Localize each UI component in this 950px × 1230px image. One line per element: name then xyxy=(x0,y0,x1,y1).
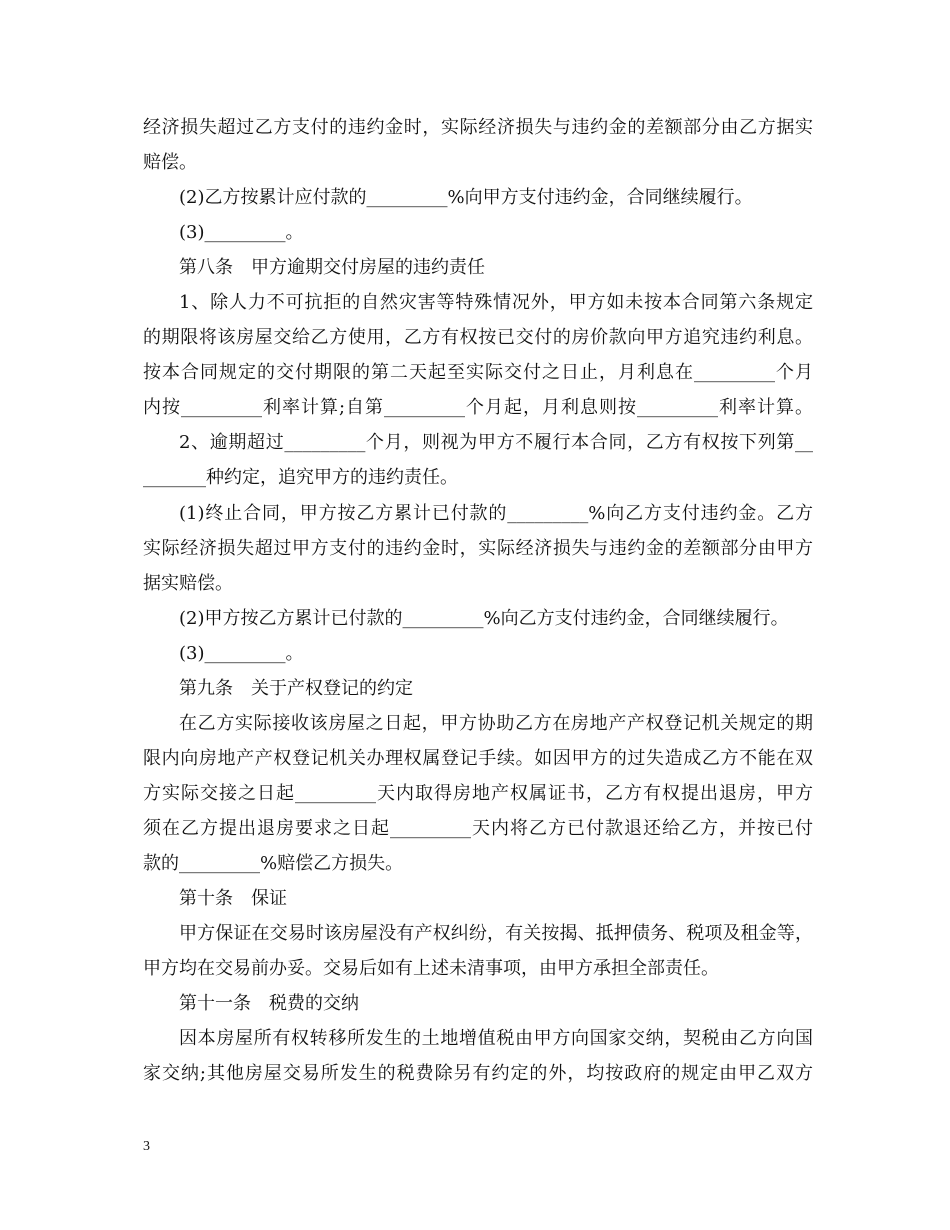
text-line: 方实际交接之日起_________天内取得房地产权属证书，乙方有权提出退房，甲方 xyxy=(143,782,813,804)
text-line: 内按_________利率计算;自第_________个月起，月利息则按_________利率计算。 xyxy=(143,397,813,419)
clause-item-line: (3)_________。 xyxy=(179,642,304,664)
text-line: 须在乙方提出退房要求之日起_________天内将乙方已付款退还给乙方，并按已付 xyxy=(143,817,813,839)
text-line: 赔偿。 xyxy=(143,152,197,174)
clause-item-line: (2)甲方按乙方累计已付款的_________%向乙方支付违约金，合同继续履行。 xyxy=(179,607,789,629)
article-10-heading: 第十条 保证 xyxy=(179,888,287,910)
article-9-heading: 第九条 关于产权登记的约定 xyxy=(179,677,413,699)
page-number: 3 xyxy=(143,1139,150,1154)
article-8-heading: 第八条 甲方逾期交付房屋的违约责任 xyxy=(179,257,485,279)
clause-item-line: (2)乙方按累计应付款的_________%向甲方支付违约金，合同继续履行。 xyxy=(179,187,753,209)
text-line: 实际经济损失超过甲方支付的违约金时，实际经济损失与违约金的差额部分由甲方 xyxy=(143,537,813,559)
clause-item-line: (3)_________。 xyxy=(179,222,304,244)
text-line: 据实赔偿。 xyxy=(143,572,233,594)
text-line: 款的_________%赔偿乙方损失。 xyxy=(143,852,404,874)
text-line: 因本房屋所有权转移所发生的土地增值税由甲方向国家交纳，契税由乙方向国 xyxy=(179,1028,813,1050)
text-line: 1、除人力不可抗拒的自然灾害等特殊情况外，甲方如未按本合同第六条规定 xyxy=(179,292,813,314)
article-11-heading: 第十一条 税费的交纳 xyxy=(179,993,359,1015)
text-line: _______种约定，追究甲方的违约责任。 xyxy=(143,467,458,489)
clause-item-line: (1)终止合同，甲方按乙方累计已付款的_________%向乙方支付违约金。乙方 xyxy=(179,502,813,524)
text-line: 家交纳;其他房屋交易所发生的税费除另有约定的外，均按政府的规定由甲乙双方 xyxy=(143,1063,813,1085)
text-line: 按本合同规定的交付期限的第二天起至实际交付之日止，月利息在_________个月 xyxy=(143,362,813,384)
text-line: 的期限将该房屋交给乙方使用，乙方有权按已交付的房价款向甲方追究违约利息。 xyxy=(143,327,813,349)
text-line: 经济损失超过乙方支付的违约金时，实际经济损失与违约金的差额部分由乙方据实 xyxy=(143,117,813,138)
contract-body xyxy=(143,110,813,1091)
text-line: 甲方保证在交易时该房屋没有产权纠纷，有关按揭、抵押债务、税项及租金等， xyxy=(179,923,813,945)
text-line: 甲方均在交易前办妥。交易后如有上述未清事项，由甲方承担全部责任。 xyxy=(143,958,719,980)
text-line: 在乙方实际接收该房屋之日起，甲方协助乙方在房地产产权登记机关规定的期 xyxy=(179,712,813,734)
text-line: 2、逾期超过_________个月，则视为甲方不履行本合同，乙方有权按下列第__ xyxy=(179,432,813,454)
text-line: 限内向房地产产权登记机关办理权属登记手续。如因甲方的过失造成乙方不能在双 xyxy=(143,747,813,769)
